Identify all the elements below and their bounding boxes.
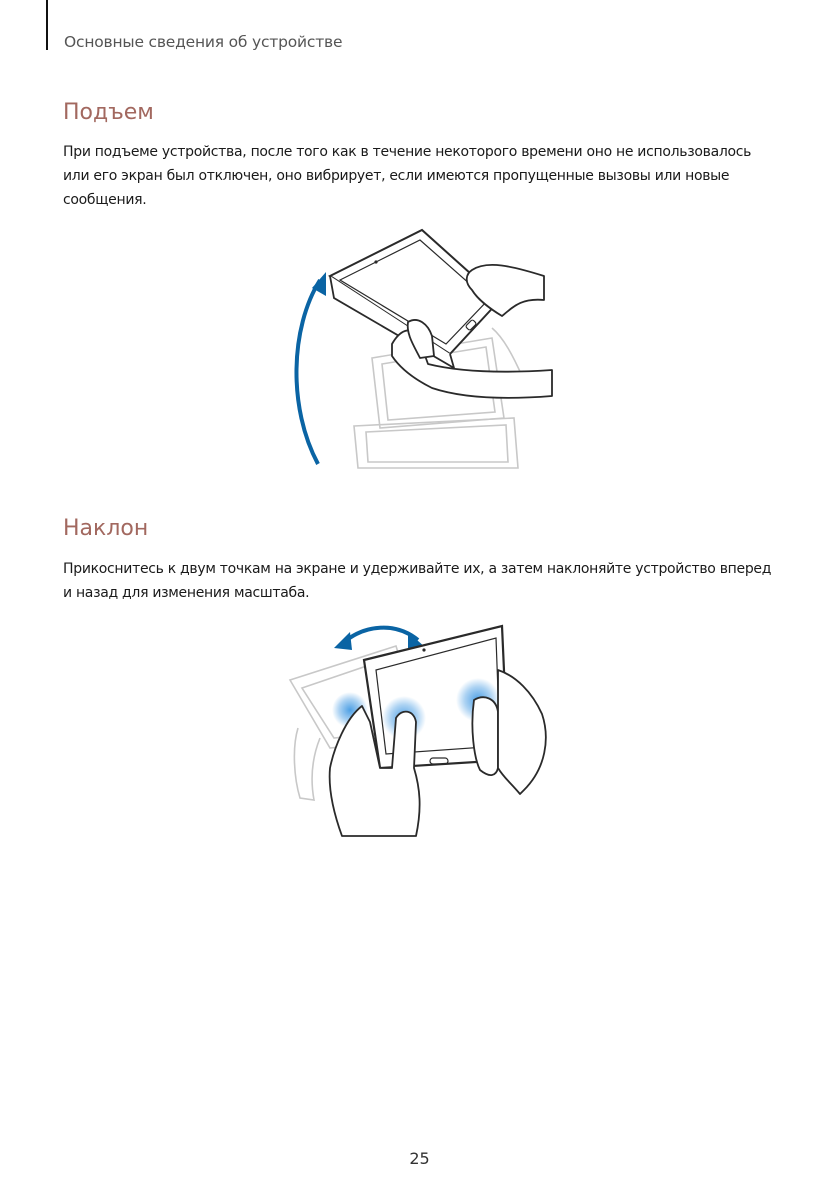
lift-arrow [296,280,320,464]
lift-illustration [282,218,572,478]
tilt-illustration [284,618,559,843]
section-text-tilt: Прикоснитесь к двум точкам на экране и удерживайте их, а затем наклоняйте устройство вперед и назад для изменения масштаба. [63,561,772,601]
right-hand-tilt [498,670,546,794]
running-header: Основные сведения об устройстве [64,33,343,51]
section-title-lift: Подъем [63,100,154,125]
page-margin-rule [46,0,48,50]
section-title-tilt: Наклон [63,516,149,541]
page-number: 25 [409,1149,430,1168]
section-text-lift: При подъеме устройства, после того как в течение некоторого времени оно не использовалось или его экран был отключен, оно вибрирует, если имеются пропущенные вызовы или новые сообщения. [63,144,752,208]
tilt-arrow [342,628,418,644]
tilt-arrow-head-left [334,632,352,650]
right-thumb-tilt [472,697,498,775]
